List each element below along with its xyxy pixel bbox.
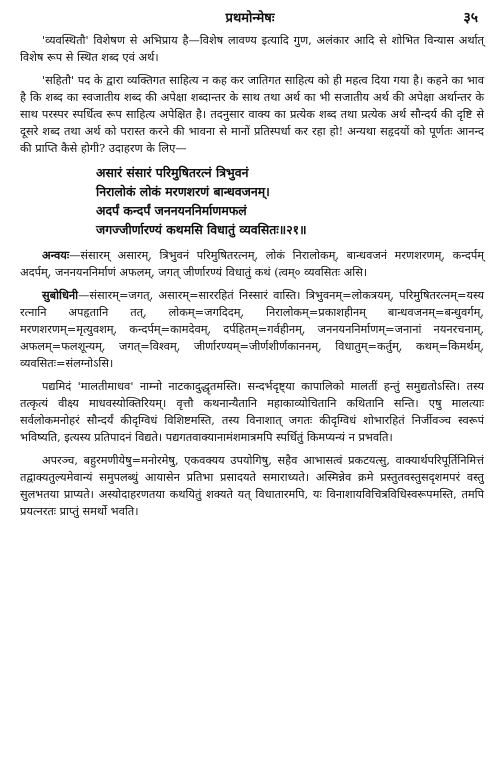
paragraph-vyavasthitau: 'व्यवस्थितौ' विशेषण से अभिप्राय है—विशेष लावण्य इत्यादि गुण, अलंकार आदि से शोभित विन्यास अर्थात् विशेष रूप से स्थित शब्द एवं अर्थ। (20, 34, 484, 64)
page-number: ३५ (463, 10, 478, 26)
chapter-title: प्रथमोन्मेषः (225, 11, 275, 26)
verse-line: निरालोकं लोकं मरणशरणं बान्धवजनम्। (96, 184, 270, 199)
paragraph-sahitau: 'सहितौ' पद के द्वारा व्यक्तिगत साहित्य न कह कर जातिगत साहित्य को ही महत्व दिया गया है। कहने का भाव है कि शब्द का स्वजातीय शब्द की अपेक्षा शब्दान्तर के साथ तथा अर्थ का भी सजातीय अर्थ की अपेक्षा अर्थान्तर के साथ परस्पर स्पर्धित्व रूप साहित्य अपेक्षित है। तदनुसार वाक्य का प्रत्येक शब्द तथा प्रत्येक अर्थ सौन्दर्य की दृष्टि से दूसरे शब्द तथा अर्थ को परास्त करने की भावना से मानों प्रतिस्पर्धा कर रहा हो! अन्यथा सहृदयों को पूर्णतः आनन्द की प्राप्ति कैसे होगी? उदाहरण के लिए— (20, 74, 484, 155)
verse-block (96, 163, 484, 239)
page-header (0, 8, 500, 28)
page-content (20, 32, 484, 526)
subodhini-text: —संसारम्=जगत्, असारम्=साररहितं निस्सारं वास्ति। त्रिभुवनम्=लोकत्रयम्, परिमुषितरत्नम्=यस्य रत्नानि अपहृतानि तत्, लोकम्=जगदिदम्, निरालोकम्=प्रकाशहीनम् बान्धवजनम्=बन्धुवर्गम्, मरणशरणम्=मृत्युवशम्, कन्दर्पम्=कामदेवम्, दर्पहितम्=गर्वहीनम्, जननयननिर्माणम्=जनानां नयनरचनाम्, अफलम्=फलशून्यम्, जगत्=विश्वम्, जीर्णारण्यम्=जीर्णशीर्णकाननम्, विधातुम्=कर्तुम्, कथम्=किमर्थम्, व्यवसितः=संलग्नोऽसि। (20, 289, 484, 370)
commentary-paragraph-malatimadhava: पद्यमिदं 'मालतीमाधव' नाम्नो नाटकादुद्धृतमस्ति। सन्दर्भदृष्ट्या कापालिको मालतीं हन्तुं समुद्यतोऽस्ति। तस्य तत्कृत्यं वीक्ष्य माधवस्योक्तिरियम्। वृत्तौ कथनान्यैतानि महाकाव्योचितानि कथितानि सन्ति। एषु मालत्याः सर्वलोकमनोहरं सौन्दर्यं कीदृग्विधं विशिष्टमस्ति, तस्य विनाशात् जगतः कीदृग्विधं शोभारहितं निर्जीवञ्च स्वरूपं भविष्यति, इत्यस्य प्रतिपादनं विद्यते। पद्यगतवाक्यानामंशमात्रमपि स्पर्धितुं किमप्यन्यं न प्रभवति। (20, 380, 484, 444)
verse-line: अदर्पं कन्दर्पं जननयननिर्माणमफलं (96, 203, 247, 218)
anvaya-text: —संसारम् असारम्, त्रिभुवनं परिमुषितरत्नम्, लोकं निरालोकम्, बान्धवजनं मरणशरणम्, कन्दर्पम् अदर्पम्, जननयननिर्माणं अफलम्, जगत् जीर्णारण्यं विधातुं कथं (त्वम्० व्यवसितः असि। (20, 249, 484, 279)
verse-line: जगज्जीर्णारण्यं कथमसि विधातुं व्यवसितः॥२१॥ (96, 222, 307, 237)
anvaya-label: अन्वयः (42, 248, 70, 262)
subodhini-paragraph (20, 287, 484, 372)
subodhini-label: सुबोधिनी (42, 288, 79, 302)
commentary-paragraph-aparanca: अपरञ्च, बहुरमणीयेषु=मनोरमेषु, एकवक्यय उपयोगिषु, सहैव आभासत्वं प्रकटयत्सु, वाक्यार्थपरिपूर्तिनिमित्तं तद्वाक्यतुल्यमेवान्यं समुपलब्धुं आयासेन प्रतिभा प्रसादयते समाराध्यते। अस्मिन्नेव क्रमे प्रस्तुतवस्तुसदृशमपरं वस्तु सुलभतया प्राप्यते। अस्योदाहरणतया कथयितुं शक्यते यत् विधातारमपि, यः विनाशायविचित्रविधिस्वरूपमस्ति, तमपि प्रयत्नरतः प्राप्तुं समर्थो भवति। (20, 454, 484, 518)
verse-line: असारं संसारं परिमुषितरत्नं त्रिभुवनं (96, 165, 249, 180)
anvaya-paragraph (20, 247, 484, 281)
